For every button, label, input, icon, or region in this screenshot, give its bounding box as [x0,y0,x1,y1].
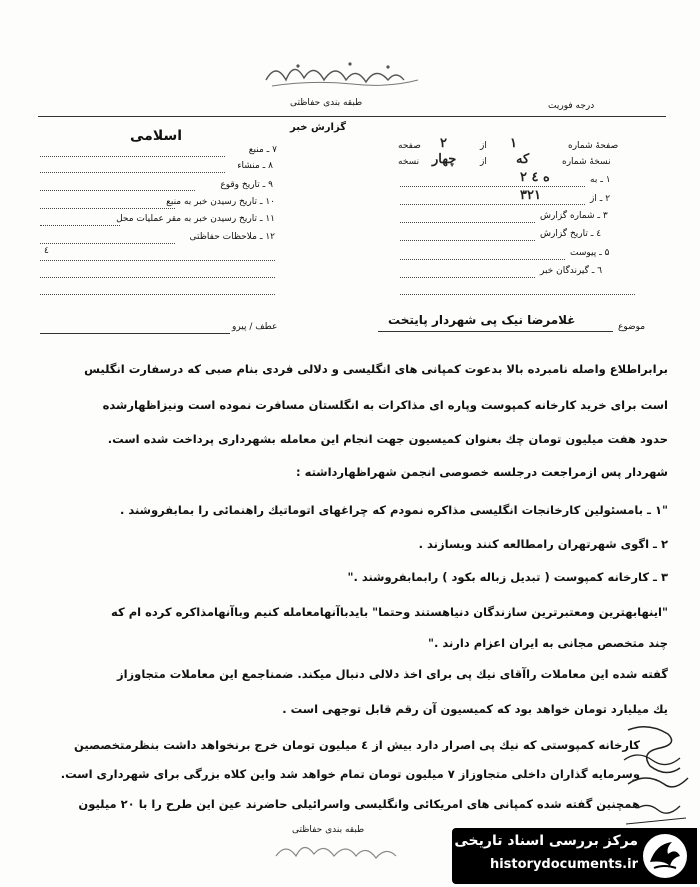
page-of-label: از [480,141,487,151]
priority-label: درجه فوریت [548,101,595,111]
body-line-13: وسرمایه گذاران داخلی متجاوزاز ۷ میلیون تومان تمام خواهد شد واین کلاه بزرگی برای شهرداری است. [60,767,640,781]
copy-unit-label: نسخه [398,157,420,167]
field-source: ۷ ـ منبع [248,145,277,155]
field-date-occurred: ۹ ـ تاریخ وقوع [220,180,273,190]
subject-value: غلامرضا نیک پی شهردار پایتخت [388,313,576,327]
page-no-value: ۱ [510,136,517,151]
copy-of-label: از [480,157,487,167]
body-line-3: حدود هفت میلیون تومان چك بعنوان کمیسیون جهت انجام این معامله بشهرداری پرداخت شده است. [107,432,668,446]
field-from: ۲ ـ از [590,194,611,204]
body-line-9: چند متخصص مجانی به ایران اعزام دارند ." [427,636,668,650]
page-of-value: ۲ [440,136,447,151]
body-line-1: برابراطلاع واصله نامبرده بالا بدعوت کمپانی های انگلیسی و دلالی فردی بنام صبی که درسفارت انگلیس [84,362,668,376]
body-line-4: شهردار پس ازمراجعت درجلسه خصوصی انجمن شهراظهارداشته : [296,465,668,479]
footer-org-fa: مرکز بررسی اسناد تاریخی [454,833,638,849]
body-line-11: یك میلیارد تومان خواهد بود که کمیسیون آن رقم قابل توجهی است . [282,702,668,716]
field-security-notes: ۱۲ ـ ملاحظات حفاظتی [189,232,275,242]
handwritten-annotation [618,720,698,830]
footer-org-en[interactable]: historydocuments.ir [489,857,638,872]
body-line-5: "۱ ـ بامسئولین کارخانجات انگلیسی مذاکره نمودم که چراغهای اتوماتیك راهنمائی را بمابفروشند . [119,503,668,517]
field-recipients: ٦ ـ گیرندگان خبر [540,266,603,276]
body-line-12: کارخانه کمپوستی که نیك پی اصرار دارد بیش از ٤ میلیون تومان خرج برنخواهد داشت بنظرمتخصصین [74,738,640,752]
body-line-2: است برای خرید کارخانه کمپوست وپاره ای مذاکرات به انگلستان مسافرت نموده است ونیزاظهارشده [102,398,668,412]
field-date-to-source: ۱۰ ـ تاریخ رسیدن خبر به منبع [166,197,275,207]
stamp-mark [270,836,420,866]
body-line-8: "اینهابهترین ومعتبرترین سازندگان دنیاهستند وحتما" بایدباآنهامعامله کنیم وباآنهامذاکره کرده ام که [111,605,668,619]
copy-no-value: که [516,152,530,167]
body-line-14: همچنین گفته شده کمپانی های امریکائی وانگلیسی واسرائیلی حاضرند عین این طرح را با ۲۰ میلیون [78,797,640,811]
field-page-no: صفحهٔ شماره [568,141,619,151]
field-copy-no: نسخهٔ شماره [562,157,611,167]
classification-bottom: طبقه بندی حفاظتی [292,825,365,835]
to-value: ۲ ه ٤ [520,170,550,185]
site-logo-icon [640,832,690,880]
field-date-to-base: ۱۱ ـ تاریخ رسیدن خبر به مقر عملیات محل [116,214,275,224]
body-line-6: ۲ ـ اگوی شهرتهران رامطالعه کنند وبسازند . [418,537,668,551]
body-line-10: گفته شده این معاملات راآقای نیك پی برای اخذ دلالی دنبال میکند. ضمناجمع این معاملات متجاوزاز [117,667,668,681]
field-attachment: ۵ ـ پیوست [570,248,610,258]
subject-label: موضوع [618,322,646,332]
left-extra-mark: ٤ [44,246,49,256]
stamp-mark [258,52,428,92]
from-value: ۳۲۱ [520,188,541,203]
body-line-7: ۳ ـ کارخانه کمپوست ( تبدیل زباله بکود ) رابمابفروشند ." [347,570,668,584]
field-to: ۱ ـ به [590,175,611,185]
field-origin: ۸ ـ منشاء [237,161,273,171]
report-title: گزارش خبر [290,122,347,133]
copy-of-value: چهار [432,152,457,167]
classification-top: طبقه بندی حفاظتی [290,98,363,108]
page-unit-label: صفحه [398,141,421,151]
case-label: عطف / پیرو [232,322,278,332]
field-report-no: ۳ ـ شماره گزارش [540,211,608,221]
field-report-date: ٤ ـ تاریخ گزارش [540,229,602,239]
source-value: اسلامی [130,128,183,144]
